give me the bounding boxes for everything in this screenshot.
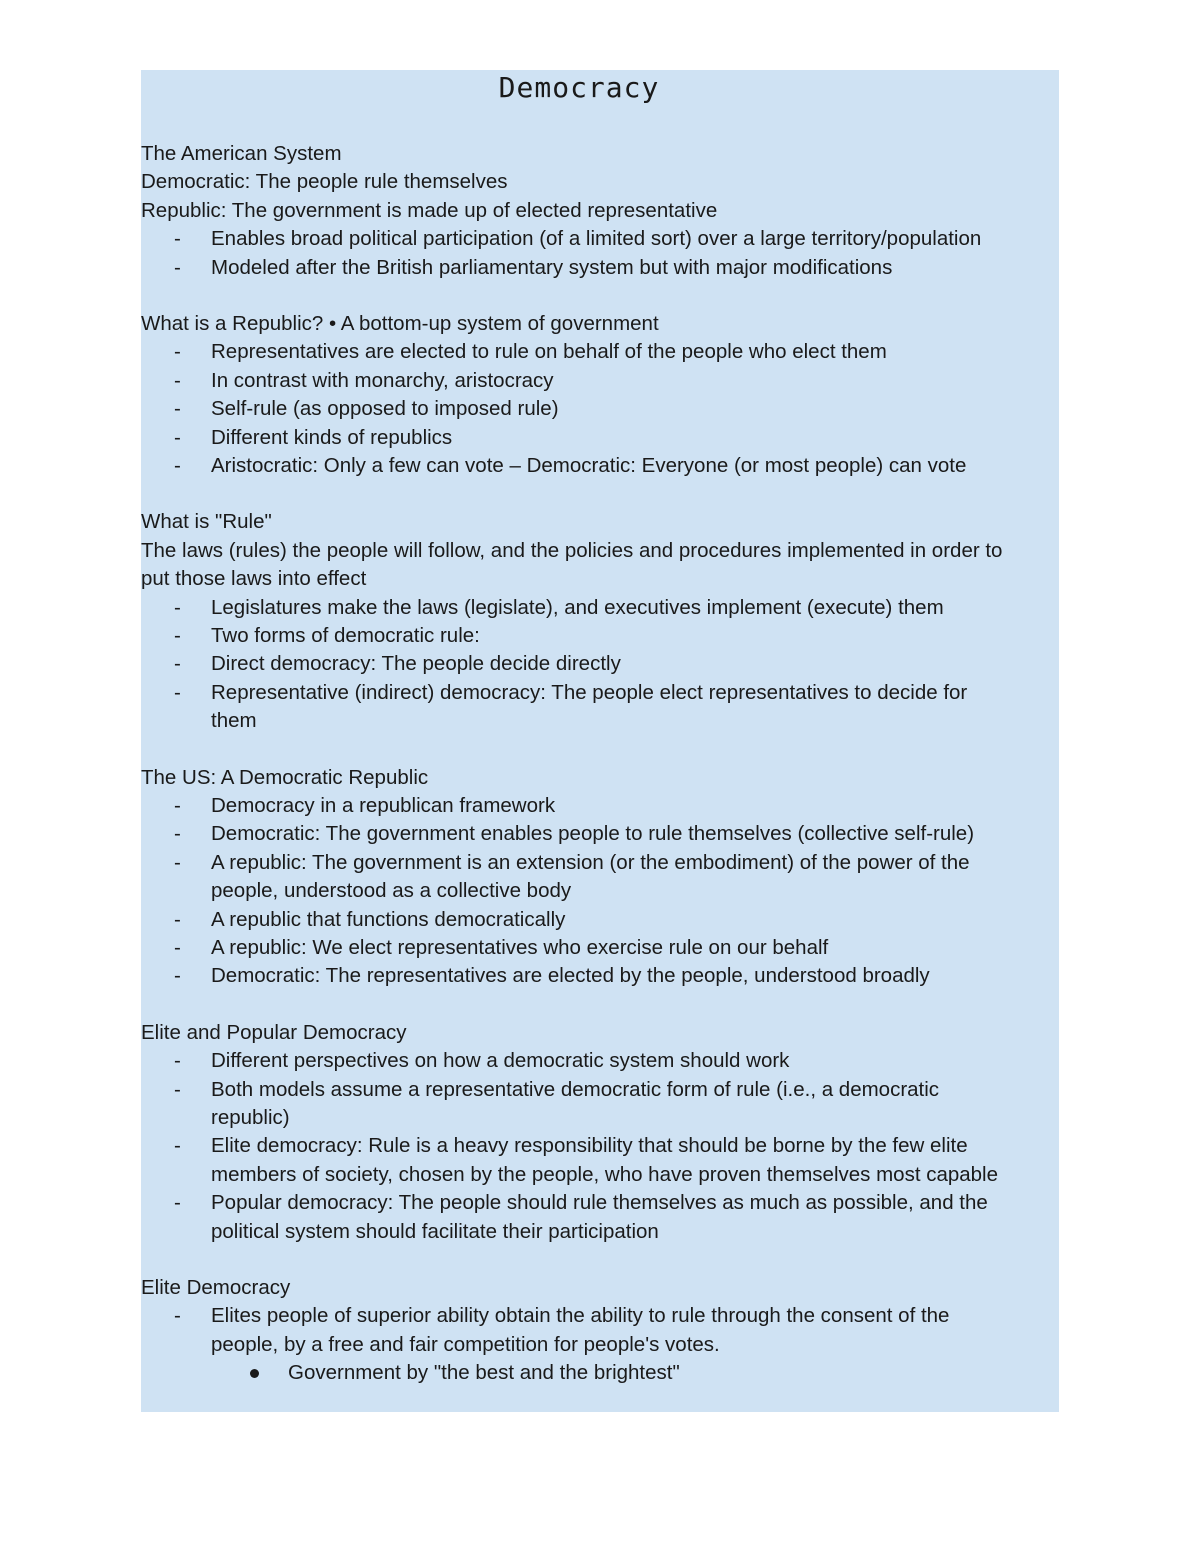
sub-bullet-item: Government by "the best and the brightest" [288,1361,680,1385]
dash-bullet-icon: - [174,964,181,988]
bullet-item-line: Different kinds of republics [211,425,453,449]
dash-bullet-icon: - [174,822,181,846]
bullet-item-line: political system should facilitate their participation [211,1219,659,1243]
bullet-item-line: A republic that functions democratically [211,907,566,931]
paragraph-line: Democratic: The people rule themselves [141,170,508,194]
paragraph-line: Republic: The government is made up of elected representative [141,198,718,222]
dash-bullet-icon: - [174,680,181,704]
dash-bullet-icon: - [174,907,181,931]
dash-bullet-icon: - [174,1134,181,1158]
bullet-item-line: people, understood as a collective body [211,879,572,903]
dash-bullet-icon: - [174,227,181,251]
bullet-item-line: Democracy in a republican framework [211,794,556,817]
dash-bullet-icon: - [174,652,181,676]
bullet-item-line: Elite democracy: Rule is a heavy responsibility that should be borne by the few elite [211,1134,968,1158]
dash-bullet-icon: - [174,255,181,279]
dash-bullet-icon: - [174,595,181,619]
dash-bullet-icon: - [174,1049,181,1073]
bullet-item-line: Modeled after the British parliamentary system but with major modifications [211,255,893,279]
dash-bullet-icon: - [174,454,181,477]
section-heading: The US: A Democratic Republic [141,765,429,789]
dash-bullet-icon: - [174,936,181,959]
bullet-item-line: Democratic: The representatives are elected by the people, understood broadly [211,964,930,988]
dash-bullet-icon: - [174,1304,181,1328]
bullet-item-line: Two forms of democratic rule: [211,624,480,647]
bullet-item-line: Self-rule (as opposed to imposed rule) [211,397,559,421]
bullet-item-line: Direct democracy: The people decide directly [211,652,621,676]
paragraph-line: put those laws into effect [141,567,367,591]
bullet-item-line: Representative (indirect) democracy: The people elect representatives to decide for [211,680,968,704]
bullet-item-line: Legislatures make the laws (legislate), and executives implement (execute) them [211,595,944,619]
bullet-item-line: Representatives are elected to rule on behalf of the people who elect them [211,340,887,364]
bullet-item-line: Popular democracy: The people should rule themselves as much as possible, and the [211,1191,988,1215]
bullet-item-line: members of society, chosen by the people, who have proven themselves most capable [211,1162,999,1186]
dash-bullet-icon: - [174,794,181,817]
bullet-item-line: them [211,709,257,733]
section-heading: What is a Republic? • A bottom-up system of government [141,312,659,335]
dash-bullet-icon: - [174,425,181,449]
dash-bullet-icon: - [174,850,181,874]
section-heading: Elite and Popular Democracy [141,1020,407,1044]
document-title: Democracy [498,71,660,104]
bullet-item-line: Enables broad political participation (of a limited sort) over a large territory/population [211,227,982,251]
section-heading: Elite Democracy [141,1276,291,1299]
bullet-item-line: A republic: The government is an extension (or the embodiment) of the power of the [211,850,970,874]
bullet-item-line: people, by a free and fair competition for people's votes. [211,1332,720,1356]
bullet-item-line: Democratic: The government enables people to rule themselves (collective self-rule) [211,822,975,846]
bullet-item-line: republic) [211,1106,290,1129]
dash-bullet-icon: - [174,340,181,364]
bullet-item-line: Different perspectives on how a democratic system should work [211,1049,790,1073]
paragraph-line: The laws (rules) the people will follow, and the policies and procedures implemented in order to [141,538,1003,562]
bullet-item-line: Both models assume a representative democratic form of rule (i.e., a democratic [211,1077,940,1101]
dash-bullet-icon: - [174,1077,181,1101]
section-heading: The American System [141,142,342,165]
bullet-item-line: A republic: We elect representatives who exercise rule on our behalf [211,936,829,959]
dash-bullet-icon: - [174,1191,181,1215]
dash-bullet-icon: - [174,624,181,647]
bullet-item-line: Aristocratic: Only a few can vote – Democratic: Everyone (or most people) can vote [211,454,967,477]
bullet-item-line: In contrast with monarchy, aristocracy [211,368,554,392]
bullet-item-line: Elites people of superior ability obtain the ability to rule through the consent of the [211,1304,950,1328]
dash-bullet-icon: - [174,368,181,392]
section-heading: What is "Rule" [141,510,272,534]
dash-bullet-icon: - [174,397,181,421]
